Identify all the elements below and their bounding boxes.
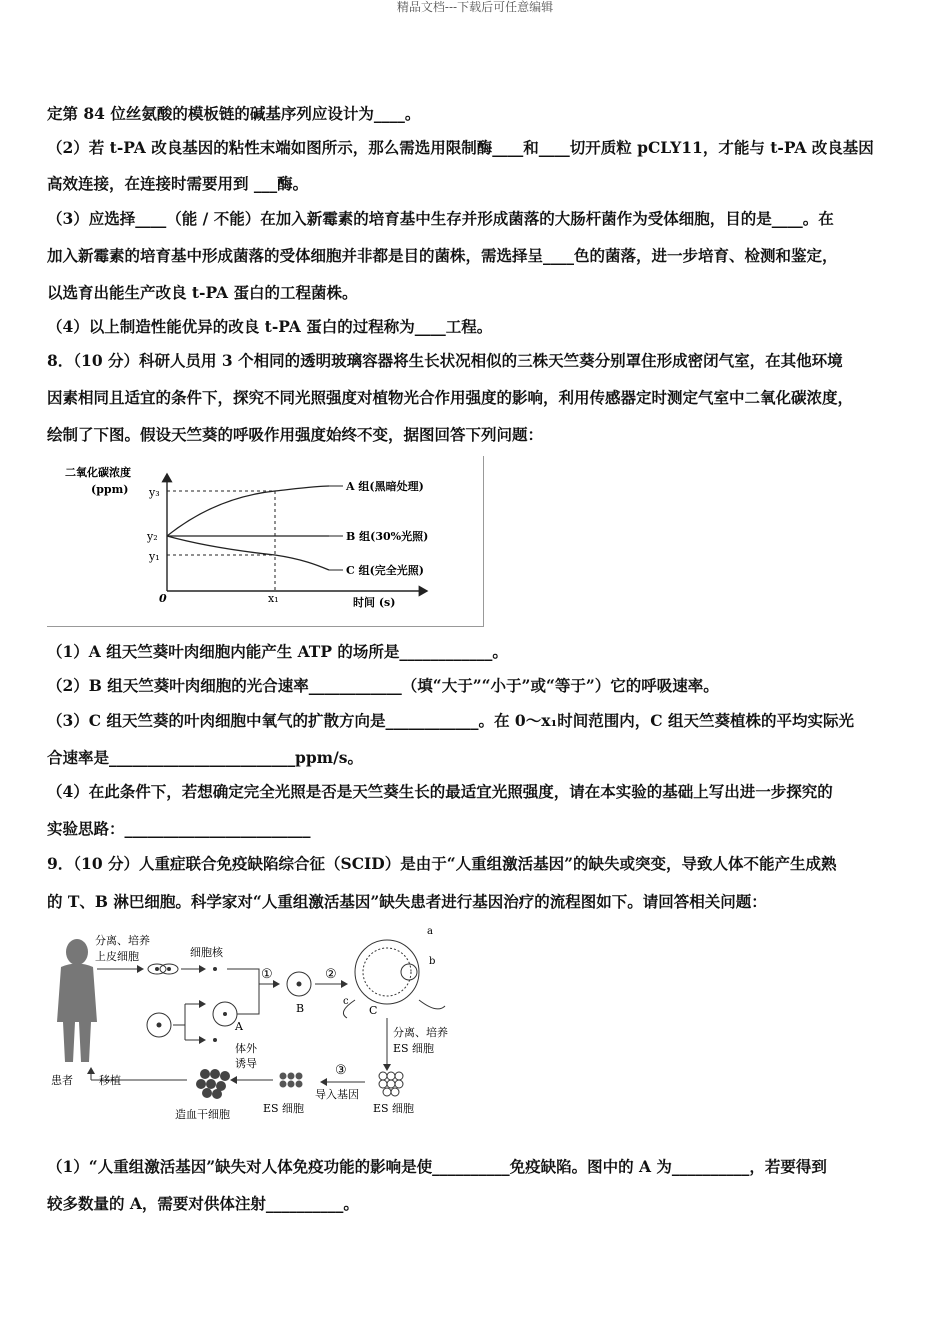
y-axis-unit: (ppm) [91, 483, 129, 496]
svg-text:c: c [343, 996, 349, 1007]
blastocyst-c [343, 940, 445, 1018]
text-line: （3）应选择____（能 / 不能）在加入新霉素的培育基中生存并形成菌落的大肠杆菌作为受体细胞，目的是____。在 [47, 209, 834, 228]
svg-text:A: A [235, 1020, 243, 1033]
es-cells-right [379, 1072, 403, 1096]
text-line: 加入新霉素的培育基中形成菌落的受体细胞并非都是目的菌株，需选择呈____色的菌落，进一步培育、检测和鉴定， [47, 246, 838, 265]
xtick-x1: x₁ [268, 592, 279, 605]
svg-text:移植: 移植 [99, 1074, 121, 1087]
svg-text:ES 细胞: ES 细胞 [263, 1102, 305, 1115]
svg-text:分离、培养: 分离、培养 [95, 934, 150, 947]
hematopoietic-stem-cells [196, 1069, 230, 1099]
svg-text:造血干细胞: 造血干细胞 [175, 1108, 230, 1121]
es-cells-middle [280, 1073, 303, 1088]
text-line: 较多数量的 A，需要对供体注射__________。 [47, 1194, 359, 1213]
svg-text:③: ③ [335, 1063, 347, 1078]
patient-figure [57, 939, 97, 1062]
co2-concentration-chart [47, 456, 484, 627]
svg-text:细胞核: 细胞核 [190, 946, 223, 959]
svg-text:ES 细胞: ES 细胞 [373, 1102, 415, 1115]
text-line: （4）以上制造性能优异的改良 t-PA 蛋白的过程称为____工程。 [47, 317, 493, 336]
text-line: 实验思路：________________________ [47, 819, 311, 838]
page-header: 精品文档---下载后可任意编辑 [396, 0, 554, 14]
svg-text:ES 细胞: ES 细胞 [393, 1042, 435, 1055]
y-axis-label: 二氧化碳浓度 [65, 466, 131, 479]
text-line: （2）B 组天竺葵叶肉细胞的光合速率____________（填“大于”“小于”或“等于”）它的呼吸速率。 [47, 676, 719, 695]
text-line: （3）C 组天竺葵的叶肉细胞中氧气的扩散方向是____________。在 0～x₁时间范围内，C 组天竺葵植株的平均实际光 [47, 711, 854, 730]
svg-text:②: ② [325, 967, 337, 982]
question-9-text: 9．（10 分）人重症联合免疫缺陷综合征（SCID）是由于“人重组激活基因”的缺失或突变，导致人体不能产生成熟 [47, 854, 837, 873]
svg-text:①: ① [261, 967, 273, 982]
x-axis-label: 时间 (s) [353, 596, 396, 609]
text-line: 高效连接，在连接时需要用到 ___酶。 [47, 174, 309, 193]
series-a-label: A 组(黑暗处理) [346, 480, 424, 493]
text-line: 因素相同且适宜的条件下，探究不同光照强度对植物光合作用强度的影响，利用传感器定时测定气室中二氧化碳浓度， [47, 388, 854, 407]
text-line: （1）A 组天竺葵叶肉细胞内能产生 ATP 的场所是____________。 [47, 642, 508, 661]
text-line: 绘制了下图。假设天竺葵的呼吸作用强度始终不变，据图回答下列问题： [47, 425, 544, 444]
text-line: 合速率是________________________ppm/s。 [47, 748, 363, 767]
epithelial-cells [148, 964, 178, 974]
text-line: （2）若 t-PA 改良基因的粘性末端如图所示，那么需选用限制酶____和____切开质粒 pCLY11，才能与 t-PA 改良基因 [47, 138, 874, 157]
series-b-label: B 组(30%光照) [346, 530, 429, 543]
svg-text:C: C [369, 1004, 378, 1017]
series-a-line [167, 486, 329, 536]
text-line: （1）“人重组激活基因”缺失对人体免疫功能的影响是使__________免疫缺陷。图中的 A 为__________，若要得到 [47, 1157, 827, 1176]
svg-text:上皮细胞: 上皮细胞 [95, 950, 139, 963]
ytick-y3: y₃ [149, 486, 160, 499]
origin-label: 0 [159, 592, 167, 605]
question-8-text: 8．（10 分）科研人员用 3 个相同的透明玻璃容器将生长状况相似的三株天竺葵分别罩住形成密闭气室，在其他环境 [47, 351, 843, 370]
ytick-y2: y₂ [147, 530, 158, 543]
svg-text:体外: 体外 [235, 1042, 257, 1055]
series-c-line [167, 536, 329, 570]
series-c-label: C 组(完全光照) [346, 564, 424, 577]
svg-text:分离、培养: 分离、培养 [393, 1026, 448, 1039]
ytick-y1: y₁ [149, 550, 160, 563]
text-line: 的 T、B 淋巴细胞。科学家对“人重组激活基因”缺失患者进行基因治疗的流程图如下。请回答相关问题： [47, 892, 767, 911]
svg-text:a: a [427, 926, 433, 937]
text-line: （4）在此条件下，若想确定完全光照是否是天竺葵生长的最适宜光照强度，请在本实验的基础上写出进一步探究的 [47, 782, 833, 801]
text-line: 以选育出能生产改良 t-PA 蛋白的工程菌株。 [47, 283, 358, 302]
svg-text:导入基因: 导入基因 [315, 1088, 359, 1101]
svg-text:患者: 患者 [51, 1074, 73, 1087]
gene-therapy-flow-diagram [47, 922, 477, 1132]
svg-text:B: B [296, 1002, 305, 1015]
svg-text:b: b [429, 956, 436, 967]
svg-text:诱导: 诱导 [235, 1057, 257, 1070]
text-line: 定第 84 位丝氨酸的模板链的碱基序列应设计为____。 [47, 104, 421, 123]
